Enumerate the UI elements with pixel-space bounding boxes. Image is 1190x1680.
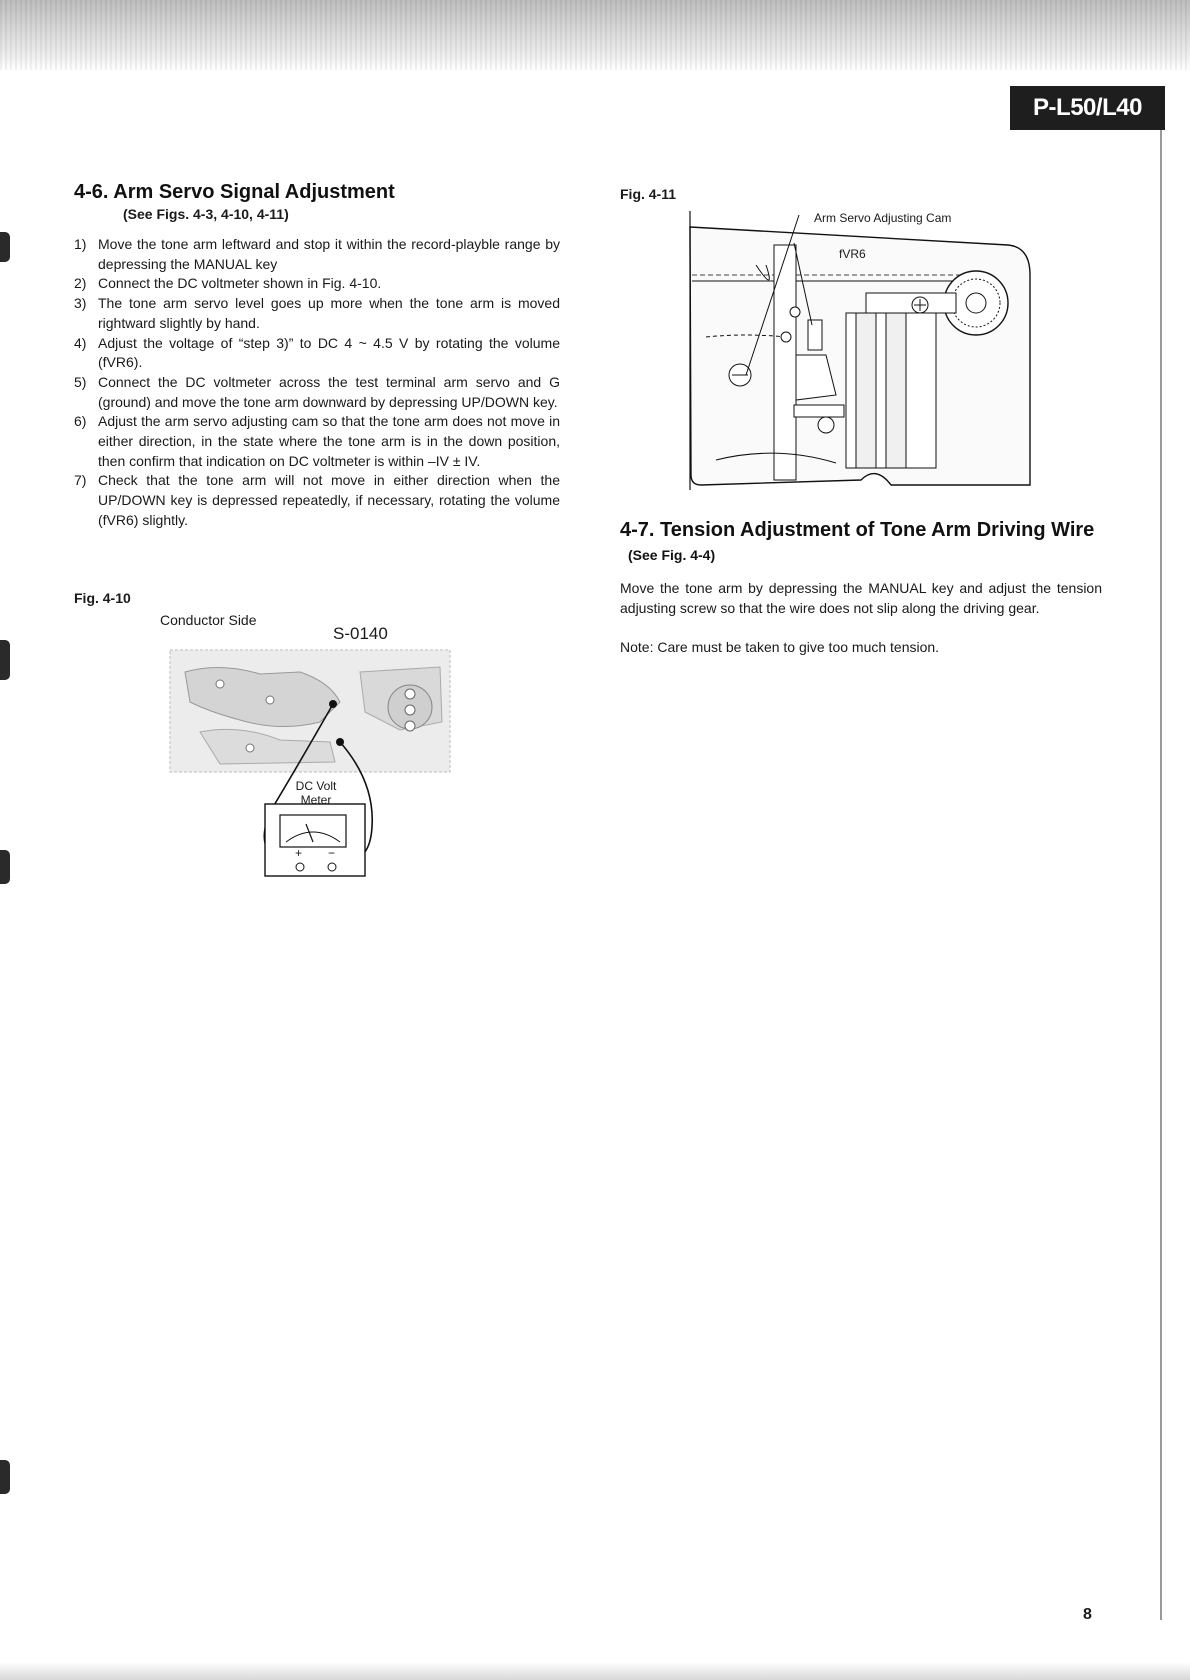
minus-terminal-label: − (328, 846, 336, 860)
pcb-voltmeter-drawing (160, 612, 460, 882)
step-item: 5) Connect the DC voltmeter across the test terminal arm servo and G (ground) and move the tone arm downward by depressing UP/DOWN key. (74, 373, 560, 410)
step-item: 6) Adjust the arm servo adjusting cam so that the tone arm does not move in either direction, in the state where the tone arm is in the down position, then confirm that indication on DC voltmeter is within –IV ± IV. (74, 413, 560, 469)
fig-4-10-label: Fig. 4-10 (74, 590, 131, 606)
step-item: 4) Adjust the voltage of “step 3)” to DC 4 ~ 4.5 V by rotating the volume (fVR6). (74, 334, 560, 371)
meter-label-1: DC Volt (295, 779, 337, 793)
binder-hole-mark (0, 850, 10, 884)
section-reference: (See Figs. 4-3, 4-10, 4-11) (123, 206, 289, 222)
binder-hole-mark (0, 640, 10, 680)
conductor-side-label: Conductor Side (160, 612, 257, 628)
step-item: 3) The tone arm servo level goes up more when the tone arm is moved rightward slightly by hand. (74, 295, 560, 331)
scan-top-edge (0, 0, 1190, 70)
plus-terminal-label: + (295, 846, 303, 860)
step-item: 2) Connect the DC voltmeter shown in Fig. 4-10. (74, 275, 382, 292)
cam-label: Arm Servo Adjusting Cam (814, 211, 952, 225)
section-title: 4-6. Arm Servo Signal Adjustment (74, 181, 395, 203)
section-47-note: Note: Care must be taken to give too much tension. (620, 639, 940, 655)
page-number: 8 (1083, 1606, 1092, 1623)
step-item: 1) Move the tone arm leftward and stop it within the record-playble range by depressing the MANUAL key (74, 236, 560, 272)
model-badge: P-L50/L40 (1010, 86, 1165, 130)
binder-hole-mark (0, 232, 10, 262)
fig-4-10-diagram (160, 612, 460, 882)
scan-bottom-edge (0, 1662, 1190, 1680)
fig-4-11-label: Fig. 4-11 (620, 186, 677, 202)
fig-4-11-diagram (686, 205, 1032, 495)
procedure-steps (74, 235, 560, 531)
step-item: 7) Check that the tone arm will not move in either direction when the UP/DOWN key is depressed repeatedly, if necessary, rotating the volume (fVR6) slightly. (74, 472, 560, 528)
section-47-title: 4-7. Tension Adjustment of Tone Arm Driving Wire (See Fig. 4-4) (620, 519, 1095, 563)
meter-label-2: Meter (300, 793, 332, 807)
binder-hole-mark (0, 1460, 10, 1494)
section-47-body: Move the tone arm by depressing the MANUAL key and adjust the tension adjusting screw so that the wire does not slip along the driving gear. (620, 580, 1102, 616)
board-id-label: S-0140 (330, 624, 391, 644)
vr-label: fVR6 (839, 247, 866, 261)
page-right-edge (1160, 120, 1162, 1620)
